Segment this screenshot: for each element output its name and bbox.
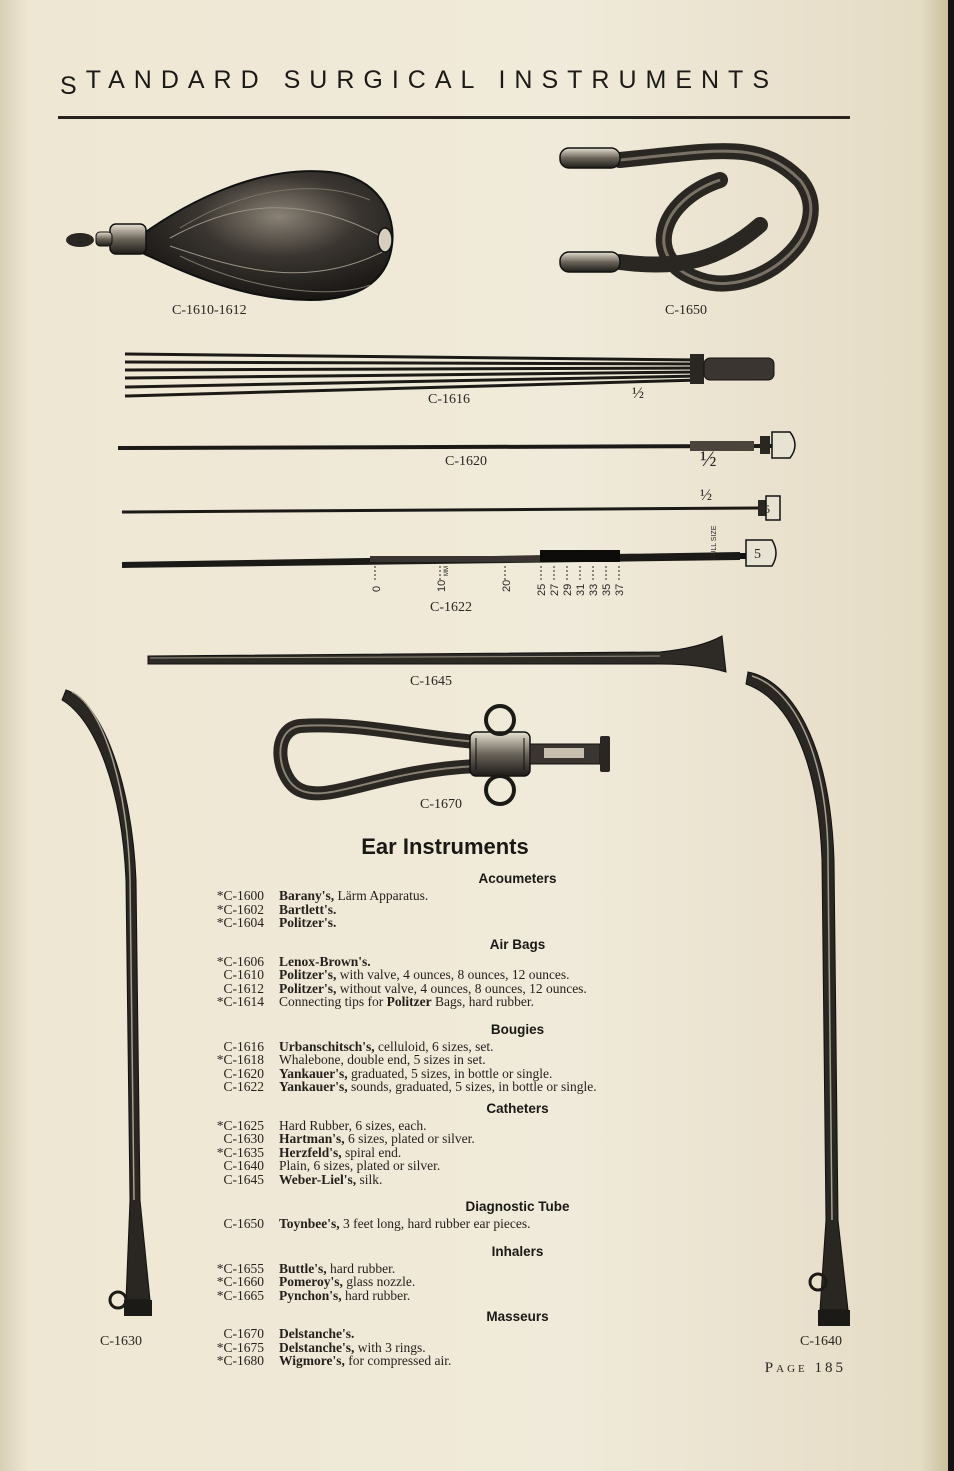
item-text (279, 1262, 395, 1276)
catalog-number: C-1650 (223, 1216, 264, 1231)
item-name: Politzer's, (279, 967, 337, 982)
item-description: Plain, 6 sizes, plated or silver. (279, 1158, 441, 1173)
item-name: Delstanche's. (279, 1326, 355, 1341)
caption-c1630: C-1630 (100, 1334, 142, 1349)
catalog-item (200, 1289, 760, 1303)
catalog-item (200, 1040, 760, 1054)
catalog-number: *C-1665 (216, 1287, 264, 1303)
item-text (279, 1053, 486, 1067)
catalog-number: *C-1618 (216, 1052, 264, 1067)
toynbee-diagnostic-tube-illustration (560, 148, 811, 284)
catalog-number: *C-1614 (216, 994, 264, 1009)
item-name: Politzer's. (279, 915, 337, 930)
section-heading: Ear Instruments (361, 834, 529, 859)
item-name: Politzer (386, 994, 432, 1009)
item-text (279, 889, 428, 903)
item-text (279, 916, 336, 930)
weber-liel-catheter-illustration (148, 636, 726, 672)
catalog-number: C-1645 (223, 1171, 264, 1187)
size-number-mark: 5 (764, 502, 770, 516)
item-text (279, 1080, 597, 1094)
scale-unit-mark: MM (444, 566, 450, 576)
caption-c1640: C-1640 (800, 1334, 842, 1349)
item-description: celluloid, 6 sizes, set. (374, 1038, 494, 1054)
catalog-item (200, 995, 760, 1009)
catalog-number: *C-1602 (216, 901, 264, 917)
item-text (279, 1327, 354, 1341)
item-name: Politzer's, (279, 980, 337, 996)
item-text (279, 1217, 530, 1231)
group-spacer (200, 1009, 760, 1019)
full-size-mark: FULL SIZE (711, 525, 718, 560)
item-text (279, 982, 587, 996)
catalog-number: *C-1635 (216, 1144, 264, 1160)
item-description: glass nozzle. (342, 1274, 416, 1289)
catalog-item (200, 1275, 760, 1289)
item-text (279, 1159, 440, 1173)
catalog-item (200, 1067, 760, 1081)
item-description: with valve, 4 ounces, 8 ounces, 12 ounces. (336, 967, 570, 982)
scale-mark: 10 (436, 579, 448, 592)
catalog-item (200, 1132, 760, 1146)
item-description: with 3 rings. (354, 1339, 426, 1355)
group-title: Catheters (486, 1100, 549, 1116)
item-description: Whalebone, double end, 5 sizes in set. (279, 1052, 486, 1067)
caption-c1650: C-1650 (665, 303, 707, 318)
item-description: 3 feet long, hard rubber ear pieces. (339, 1216, 531, 1231)
catalog-item (200, 1341, 760, 1355)
catalog-item (200, 968, 760, 982)
catalog-item (200, 982, 760, 996)
catalog-number: *C-1625 (216, 1117, 264, 1133)
group-title: Acoumeters (478, 871, 557, 886)
size-number-mark: 5 (754, 547, 761, 562)
group-title: Air Bags (489, 936, 546, 952)
scale-mark: 27 (549, 583, 561, 596)
item-description: Lärm Apparatus. (334, 888, 429, 903)
caption-c1620: C-1620 (445, 454, 487, 469)
scale-mark: 37 (614, 583, 626, 596)
catalog-number: C-1670 (223, 1326, 264, 1341)
page-header-title: STANDARD SURGICAL INSTRUMENTS (60, 66, 778, 100)
group-title: Masseurs (486, 1309, 549, 1324)
catalog-item (200, 889, 760, 903)
group-title: Inhalers (491, 1243, 544, 1259)
hartman-catheter-illustration (62, 690, 152, 1316)
half-size-mark: ½ (700, 446, 717, 471)
group-spacer (200, 1231, 760, 1241)
caption-c1616: C-1616 (428, 392, 470, 407)
half-size-mark: ½ (632, 385, 644, 402)
catalog-item (200, 1217, 760, 1231)
item-name: Urbanschitsch's, (279, 1038, 375, 1054)
catalog-item (200, 903, 760, 917)
item-text (279, 1354, 451, 1368)
scale-mark: 35 (601, 583, 613, 596)
item-text (279, 1067, 552, 1081)
catalog-list (200, 868, 760, 1368)
plain-catheter-illustration (746, 672, 850, 1326)
item-name: Toynbee's, (279, 1216, 340, 1231)
catalog-item (200, 1146, 760, 1160)
item-text (279, 1173, 382, 1187)
item-text (279, 968, 570, 982)
item-description: sounds, graduated, 5 sizes, in bottle or single. (347, 1079, 597, 1094)
catalog-number: *C-1600 (216, 888, 264, 903)
catalog-item (200, 916, 760, 930)
item-name: Yankauer's, (279, 1065, 348, 1081)
page-number: Page 185 (764, 1360, 846, 1376)
item-text (279, 903, 336, 917)
delstanche-masseur-illustration (280, 706, 610, 804)
item-name: Bartlett's. (279, 901, 337, 917)
catalog-number: C-1622 (223, 1079, 264, 1094)
item-text (279, 955, 371, 969)
item-text (279, 1040, 494, 1054)
scale-mark: 31 (575, 583, 587, 596)
item-name: Pynchon's, (279, 1287, 342, 1303)
scale-mark: 29 (562, 583, 574, 596)
catalog-item (200, 1159, 760, 1173)
item-text (279, 1289, 410, 1303)
caption-c1670: C-1670 (420, 797, 462, 812)
item-description: spiral end. (341, 1144, 402, 1160)
item-description: for compressed air. (344, 1353, 452, 1368)
catalog-number: *C-1675 (216, 1339, 264, 1355)
catalog-item (200, 1053, 760, 1067)
scale-mark: 25 (536, 583, 548, 596)
group-title: Diagnostic Tube (465, 1199, 570, 1214)
catalog-item (200, 1262, 760, 1276)
item-name: Delstanche's, (279, 1339, 355, 1355)
catalog-number: C-1640 (223, 1158, 264, 1173)
item-description: Hard Rubber, 6 sizes, each. (279, 1117, 427, 1133)
item-name: Pomeroy's, (279, 1274, 343, 1289)
graduated-bougie-illustration (122, 496, 780, 520)
item-description: hard rubber. (341, 1287, 411, 1303)
item-name: Barany's, (279, 888, 335, 903)
item-description: graduated, 5 sizes, in bottle or single. (347, 1065, 553, 1081)
catalog-item (200, 1080, 760, 1094)
item-text (279, 1119, 427, 1133)
item-name: Lenox-Brown's. (279, 953, 371, 969)
catalog-number: C-1610 (223, 967, 264, 982)
item-description: Bags, hard rubber. (431, 994, 534, 1009)
item-description: silk. (356, 1171, 383, 1187)
catalog-item (200, 1173, 760, 1187)
group-title: Bougies (490, 1021, 545, 1037)
catalog-number: *C-1606 (216, 953, 264, 969)
caption-c1610: C-1610-1612 (172, 303, 247, 318)
catalog-item (200, 1327, 760, 1341)
catalog-number: C-1630 (223, 1131, 264, 1146)
item-name: Weber-Liel's, (279, 1171, 357, 1187)
item-name: Herzfeld's, (279, 1144, 342, 1160)
half-size-mark: ½ (700, 487, 712, 504)
catalog-item (200, 955, 760, 969)
item-name: Wigmore's, (279, 1353, 345, 1368)
scale-mark: 0 (371, 585, 383, 592)
catalog-number: *C-1660 (216, 1274, 264, 1289)
catalog-item (200, 1354, 760, 1368)
caption-c1622: C-1622 (430, 600, 472, 615)
catalog-number: *C-1680 (216, 1353, 264, 1368)
item-text (279, 1146, 401, 1160)
caption-c1645: C-1645 (410, 674, 452, 689)
scale-mark: 33 (588, 583, 600, 596)
catalog-number: *C-1604 (216, 915, 264, 930)
item-text (279, 995, 534, 1009)
catalog-number: C-1612 (223, 980, 264, 996)
item-text (279, 1275, 415, 1289)
catalog-number: C-1616 (223, 1038, 264, 1054)
item-name: Yankauer's, (279, 1079, 348, 1094)
item-description: Connecting tips for (279, 994, 387, 1009)
item-text (279, 1341, 426, 1355)
politzer-air-bag-illustration (66, 171, 393, 300)
group-spacer (200, 1186, 760, 1196)
item-text (279, 1132, 475, 1146)
item-name: Hartman's, (279, 1131, 345, 1146)
item-name: Buttle's, (279, 1260, 327, 1276)
item-description: without valve, 4 ounces, 8 ounces, 12 ounces. (336, 980, 587, 996)
item-description: 6 sizes, plated or silver. (344, 1131, 475, 1146)
catalog-number: C-1620 (223, 1065, 264, 1081)
urbanschitsch-bougies-illustration (125, 354, 774, 396)
catalog-number: *C-1655 (216, 1260, 264, 1276)
scale-mark: 20 (501, 579, 513, 592)
item-description: hard rubber. (326, 1260, 396, 1276)
catalog-item (200, 1119, 760, 1133)
